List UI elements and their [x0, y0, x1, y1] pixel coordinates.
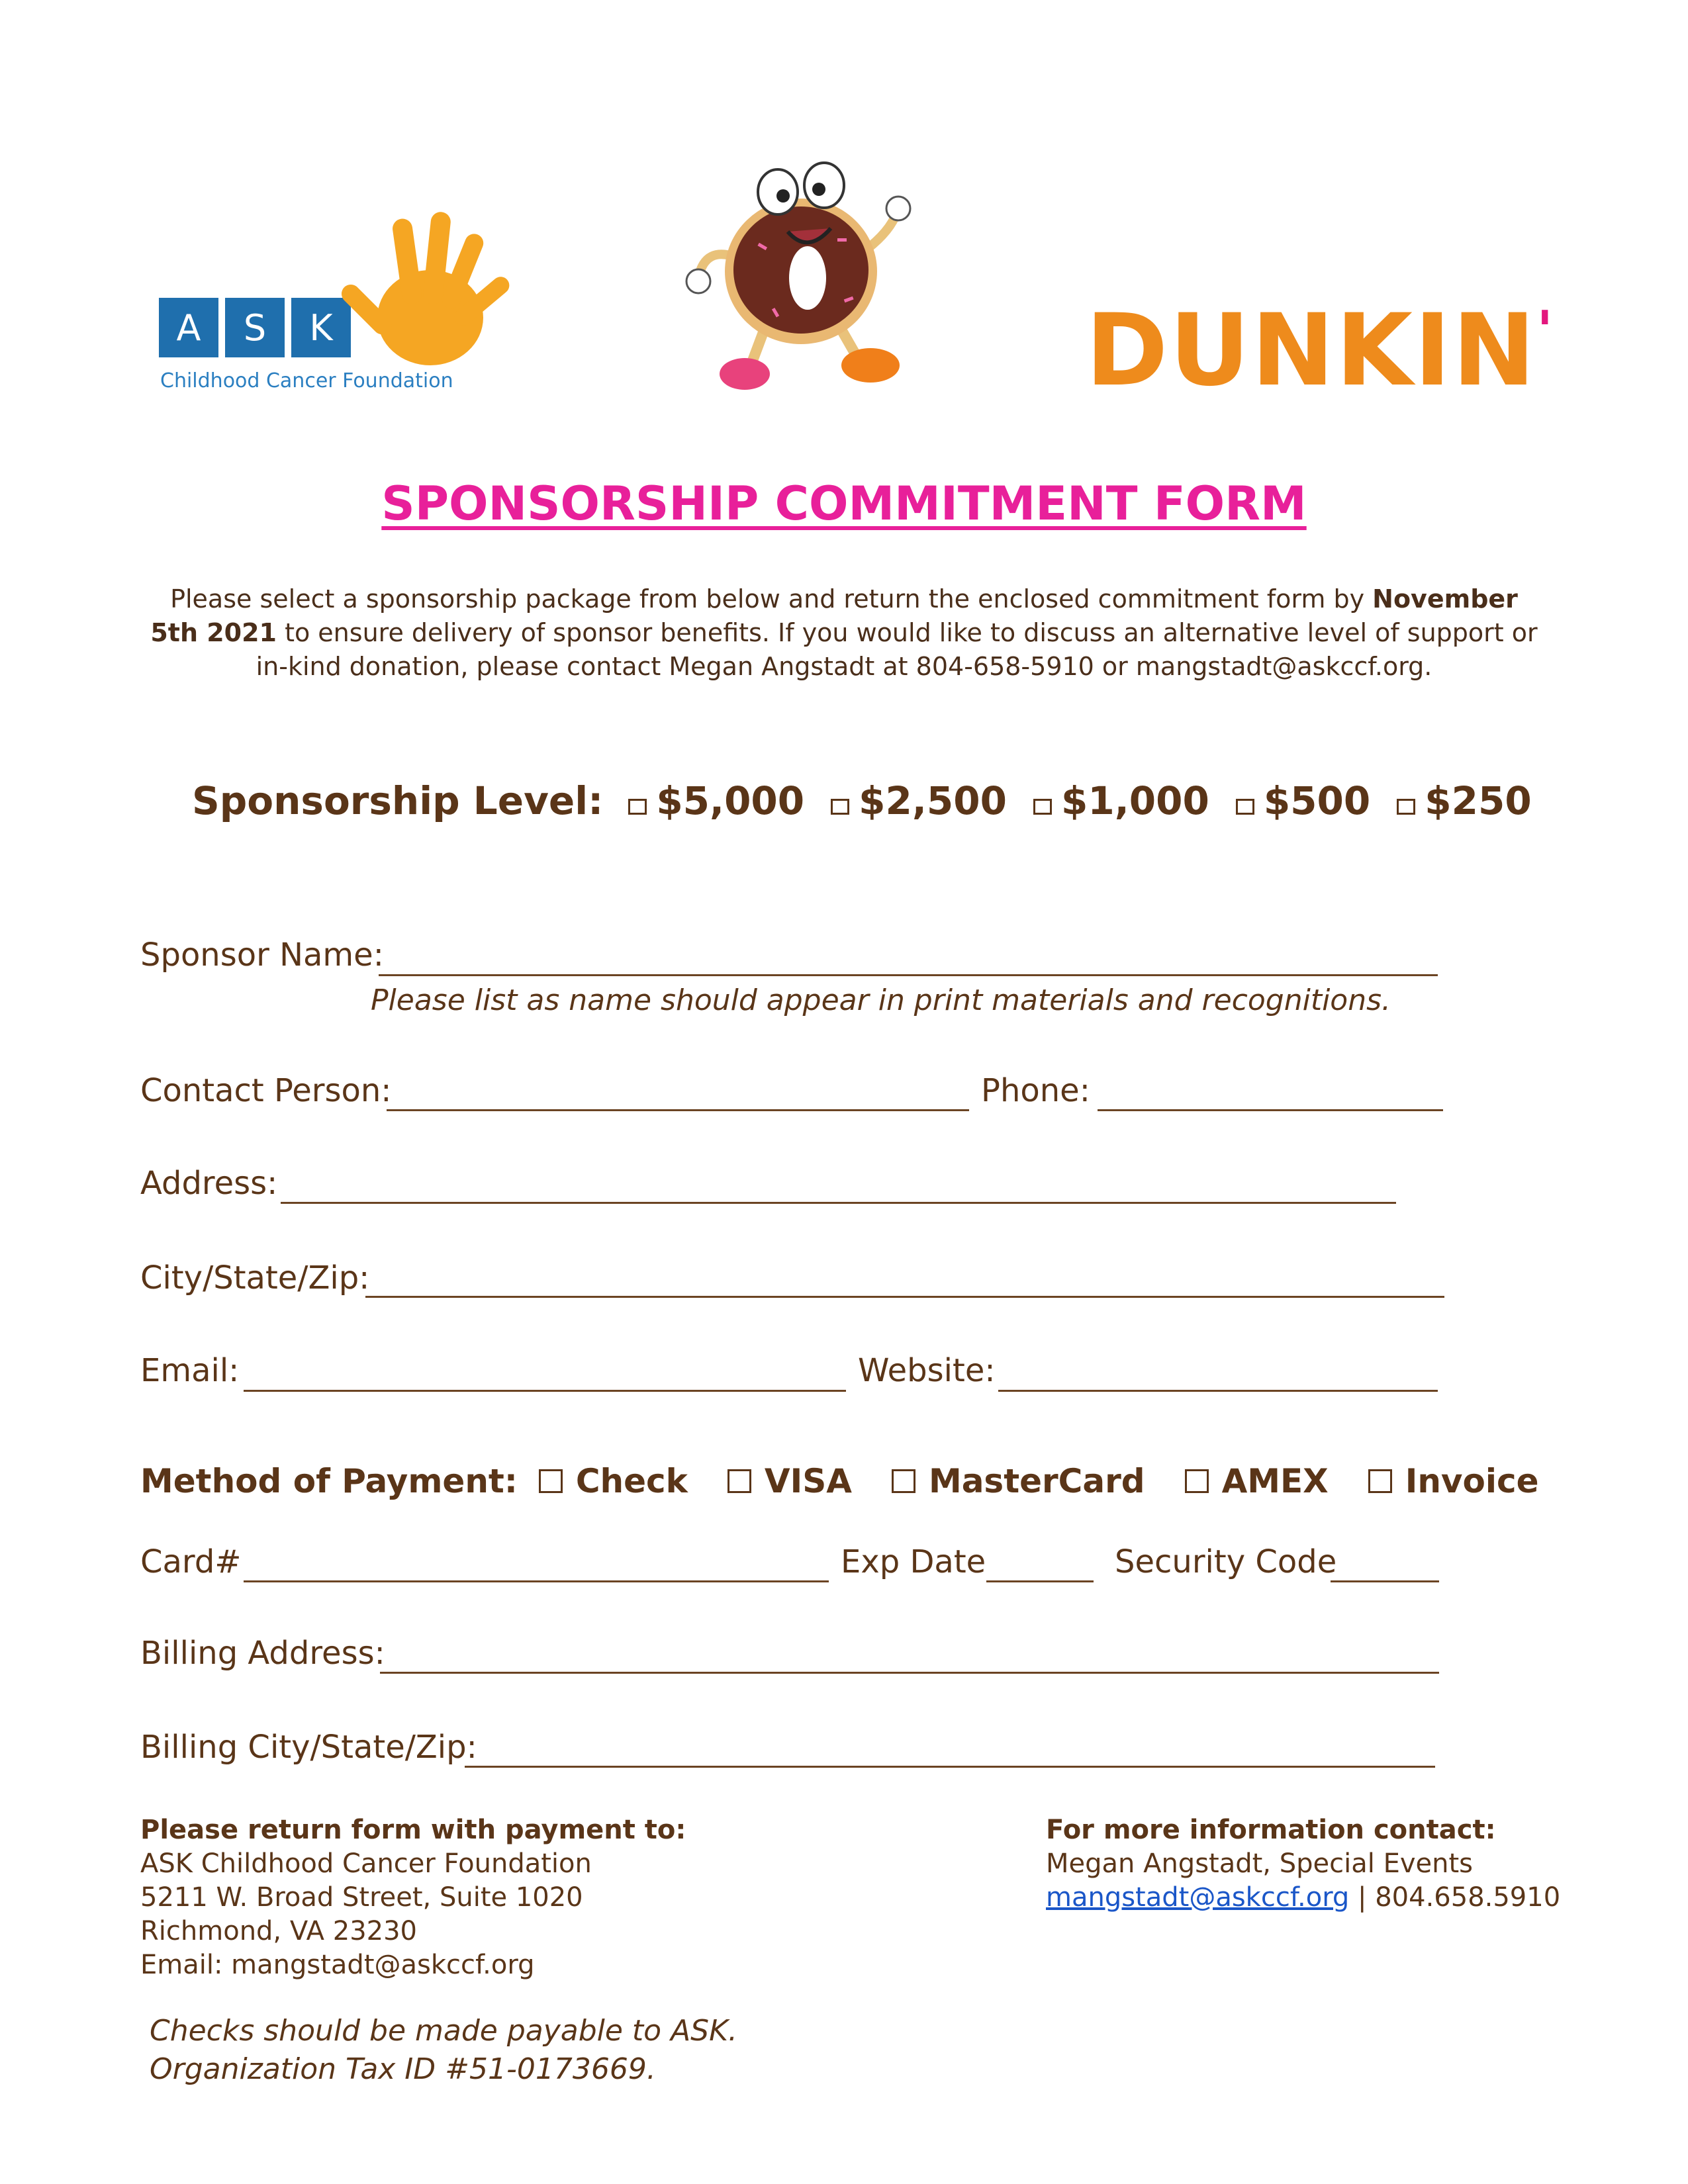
dunkin-wordmark: DUNKIN	[1086, 293, 1537, 408]
org-street: 5211 W. Broad Street, Suite 1020	[140, 1882, 583, 1913]
checkbox[interactable]	[727, 1469, 751, 1493]
city-state-zip-label: City/State/Zip:	[140, 1259, 370, 1297]
payment-option-visa[interactable]	[727, 1462, 852, 1500]
level-option-250[interactable]	[1397, 778, 1531, 823]
level-option-label: $500	[1263, 778, 1371, 823]
website-label: Website:	[858, 1352, 996, 1389]
ask-letter-k: K	[291, 298, 351, 357]
checks-note	[150, 2012, 737, 2089]
sponsor-name-field[interactable]	[379, 974, 1438, 976]
dunkin-logo	[1086, 293, 1554, 408]
page-title: SPONSORSHIP COMMITMENT FORM	[381, 477, 1307, 531]
security-code-label: Security Code	[1115, 1543, 1337, 1580]
intro-text-2: to ensure delivery of sponsor benefits. If you would like to discuss an alternative level of support or in-kind donation, please contact Megan Angstadt at 804-658-5910 or mangstadt@askccf.org.	[256, 618, 1538, 681]
contact-person-field[interactable]	[387, 1109, 969, 1111]
dunkin-mark: '	[1536, 300, 1554, 361]
payment-option-check[interactable]	[539, 1462, 688, 1500]
contact-phone: | 804.658.5910	[1349, 1882, 1561, 1913]
checkbox[interactable]	[892, 1469, 915, 1493]
return-heading: Please return form with payment to:	[140, 1815, 686, 1845]
sponsor-name-label: Sponsor Name:	[140, 936, 384, 974]
card-number-field[interactable]	[244, 1580, 829, 1582]
contact-heading: For more information contact:	[1046, 1815, 1496, 1845]
payment-option-label: MasterCard	[928, 1462, 1145, 1500]
checkbox[interactable]	[1368, 1469, 1392, 1493]
ask-letter-s: S	[225, 298, 285, 357]
intro-deadline: November 5th 2021	[150, 584, 1518, 647]
billing-city-label: Billing City/State/Zip:	[140, 1729, 477, 1766]
website-field[interactable]	[998, 1390, 1438, 1392]
level-option-5000[interactable]	[628, 778, 804, 823]
level-option-label: $5,000	[656, 778, 805, 823]
checks-note-line1: Checks should be made payable to ASK.	[150, 2014, 737, 2048]
org-name: ASK Childhood Cancer Foundation	[140, 1848, 592, 1879]
security-code-field[interactable]	[1331, 1580, 1439, 1582]
level-option-500[interactable]	[1236, 778, 1370, 823]
phone-field[interactable]	[1098, 1109, 1443, 1111]
address-label: Address:	[140, 1165, 278, 1202]
checkbox[interactable]	[1033, 799, 1052, 815]
checkbox[interactable]	[1185, 1469, 1209, 1493]
checkbox[interactable]	[628, 799, 647, 815]
exp-date-field[interactable]	[986, 1580, 1094, 1582]
payment-option-amex[interactable]	[1185, 1462, 1329, 1500]
level-option-label: $1,000	[1060, 778, 1209, 823]
ask-subtitle: Childhood Cancer Foundation	[160, 369, 453, 392]
email-field[interactable]	[244, 1390, 846, 1392]
ask-logo	[159, 205, 516, 404]
donut-mascot-icon	[679, 146, 923, 397]
hand-icon	[338, 205, 516, 371]
payment-option-mastercard[interactable]	[892, 1462, 1145, 1500]
checks-note-line2: Organization Tax ID #51-0173669.	[150, 2052, 656, 2086]
payment-method-row	[140, 1455, 1579, 1508]
payment-method-label: Method of Payment:	[140, 1462, 518, 1500]
checkbox[interactable]	[1236, 799, 1254, 815]
checkbox[interactable]	[831, 799, 849, 815]
level-option-2500[interactable]	[831, 778, 1007, 823]
phone-label: Phone:	[981, 1072, 1090, 1109]
ask-letter-a: A	[159, 298, 218, 357]
level-option-1000[interactable]	[1033, 778, 1209, 823]
billing-address-field[interactable]	[380, 1672, 1439, 1674]
sponsorship-level-label: Sponsorship Level:	[192, 778, 604, 823]
checkbox[interactable]	[539, 1469, 563, 1493]
payment-option-label: AMEX	[1221, 1462, 1329, 1500]
return-address-block	[140, 1813, 686, 1982]
checkbox[interactable]	[1397, 799, 1415, 815]
address-field[interactable]	[281, 1202, 1396, 1204]
exp-date-label: Exp Date	[841, 1543, 986, 1580]
sponsorship-level-row	[192, 774, 1558, 827]
card-number-label: Card#	[140, 1543, 242, 1580]
level-option-label: $2,500	[859, 778, 1007, 823]
payment-option-label: VISA	[764, 1462, 852, 1500]
sponsor-name-note: Please list as name should appear in print materials and recognitions.	[371, 983, 1391, 1017]
level-option-label: $250	[1425, 778, 1532, 823]
contact-email-link[interactable]: mangstadt@askccf.org	[1046, 1882, 1350, 1913]
payment-option-label: Invoice	[1405, 1462, 1539, 1500]
org-city: Richmond, VA 23230	[140, 1916, 417, 1946]
city-state-zip-field[interactable]	[365, 1296, 1444, 1298]
contact-info-block	[1046, 1813, 1560, 1915]
intro-paragraph	[146, 582, 1542, 684]
payment-option-invoice[interactable]	[1368, 1462, 1539, 1500]
contact-person-label: Contact Person:	[140, 1072, 392, 1109]
intro-text-1: Please select a sponsorship package from below and return the enclosed commitment form by	[170, 584, 1373, 614]
contact-name: Megan Angstadt, Special Events	[1046, 1848, 1473, 1879]
billing-city-field[interactable]	[465, 1766, 1435, 1768]
billing-address-label: Billing Address:	[140, 1635, 385, 1672]
payment-option-label: Check	[575, 1462, 688, 1500]
email-label: Email:	[140, 1352, 240, 1389]
org-email: Email: mangstadt@askccf.org	[140, 1950, 535, 1980]
